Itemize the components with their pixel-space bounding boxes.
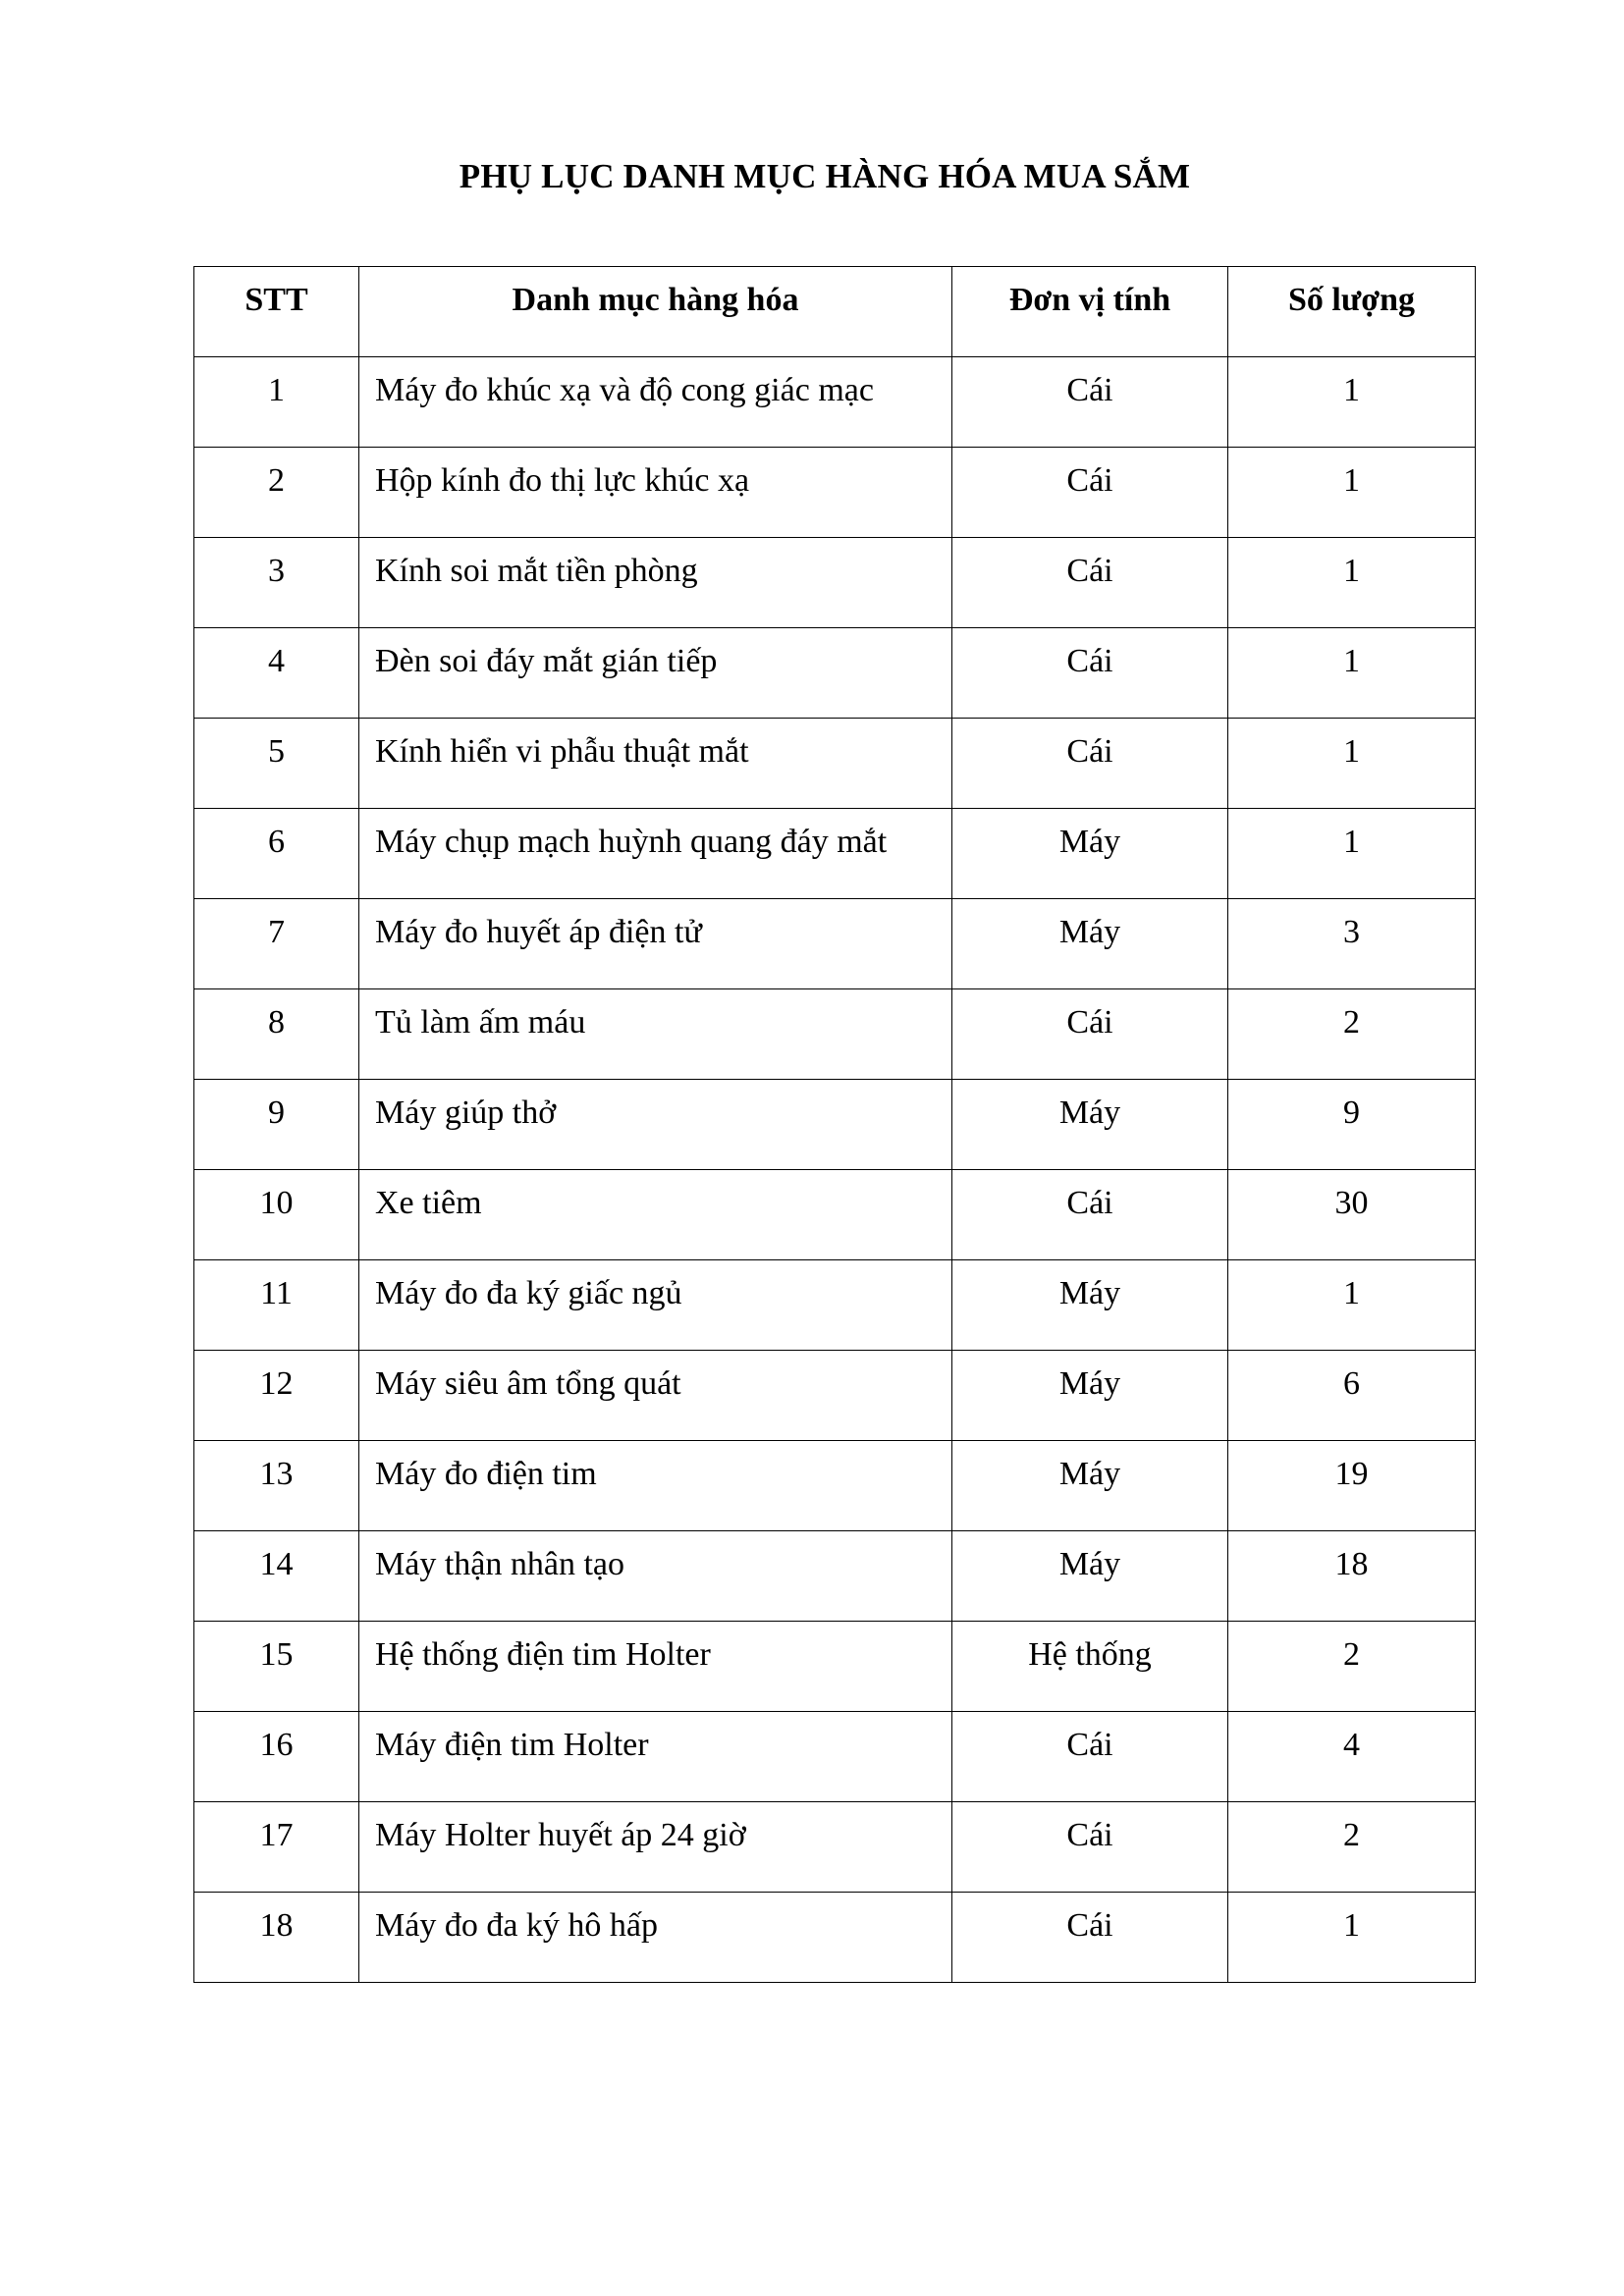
table-row <box>194 1531 1476 1622</box>
cell-stt: 13 <box>194 1441 359 1531</box>
cell-name: Kính soi mắt tiền phòng <box>359 538 952 628</box>
cell-stt: 12 <box>194 1351 359 1441</box>
table-row <box>194 1351 1476 1441</box>
cell-qty: 1 <box>1228 448 1476 538</box>
table-row <box>194 1802 1476 1893</box>
cell-qty: 19 <box>1228 1441 1476 1531</box>
page-title: PHỤ LỤC DANH MỤC HÀNG HÓA MUA SẮM <box>459 157 1191 195</box>
cell-qty: 30 <box>1228 1170 1476 1260</box>
cell-stt: 10 <box>194 1170 359 1260</box>
cell-qty: 6 <box>1228 1351 1476 1441</box>
cell-stt: 11 <box>194 1260 359 1351</box>
cell-unit: Máy <box>952 809 1228 899</box>
header-qty: Số lượng <box>1228 267 1476 357</box>
cell-qty: 1 <box>1228 1260 1476 1351</box>
table-row <box>194 1441 1476 1531</box>
cell-name: Hệ thống điện tim Holter <box>359 1622 952 1712</box>
cell-name: Đèn soi đáy mắt gián tiếp <box>359 628 952 719</box>
table-row <box>194 1260 1476 1351</box>
cell-stt: 15 <box>194 1622 359 1712</box>
cell-name: Máy siêu âm tổng quát <box>359 1351 952 1441</box>
cell-stt: 17 <box>194 1802 359 1893</box>
cell-qty: 1 <box>1228 809 1476 899</box>
cell-unit: Cái <box>952 448 1228 538</box>
cell-stt: 2 <box>194 448 359 538</box>
header-stt: STT <box>194 267 359 357</box>
table-row <box>194 989 1476 1080</box>
table-row <box>194 357 1476 448</box>
cell-name: Máy đo điện tim <box>359 1441 952 1531</box>
cell-qty: 1 <box>1228 719 1476 809</box>
cell-stt: 1 <box>194 357 359 448</box>
cell-stt: 8 <box>194 989 359 1080</box>
cell-unit: Máy <box>952 1260 1228 1351</box>
cell-unit: Cái <box>952 989 1228 1080</box>
table-row <box>194 628 1476 719</box>
cell-qty: 2 <box>1228 1802 1476 1893</box>
cell-stt: 16 <box>194 1712 359 1802</box>
cell-name: Tủ làm ấm máu <box>359 989 952 1080</box>
table-row <box>194 538 1476 628</box>
cell-name: Máy đo khúc xạ và độ cong giác mạc <box>359 357 952 448</box>
cell-stt: 9 <box>194 1080 359 1170</box>
cell-qty: 1 <box>1228 357 1476 448</box>
cell-qty: 1 <box>1228 538 1476 628</box>
cell-stt: 18 <box>194 1893 359 1983</box>
table-row <box>194 1622 1476 1712</box>
header-name: Danh mục hàng hóa <box>359 267 952 357</box>
cell-unit: Cái <box>952 719 1228 809</box>
cell-stt: 7 <box>194 899 359 989</box>
cell-unit: Máy <box>952 1080 1228 1170</box>
cell-qty: 4 <box>1228 1712 1476 1802</box>
cell-stt: 5 <box>194 719 359 809</box>
cell-unit: Cái <box>952 628 1228 719</box>
table-row <box>194 448 1476 538</box>
cell-qty: 1 <box>1228 628 1476 719</box>
cell-unit: Cái <box>952 1893 1228 1983</box>
cell-qty: 3 <box>1228 899 1476 989</box>
cell-stt: 14 <box>194 1531 359 1622</box>
table-row <box>194 719 1476 809</box>
cell-name: Hộp kính đo thị lực khúc xạ <box>359 448 952 538</box>
cell-qty: 2 <box>1228 1622 1476 1712</box>
cell-unit: Cái <box>952 538 1228 628</box>
cell-name: Máy điện tim Holter <box>359 1712 952 1802</box>
header-unit: Đơn vị tính <box>952 267 1228 357</box>
table-row <box>194 1170 1476 1260</box>
cell-name: Xe tiêm <box>359 1170 952 1260</box>
table-row <box>194 1080 1476 1170</box>
cell-unit: Máy <box>952 899 1228 989</box>
cell-qty: 1 <box>1228 1893 1476 1983</box>
cell-qty: 2 <box>1228 989 1476 1080</box>
cell-name: Máy giúp thở <box>359 1080 952 1170</box>
cell-qty: 9 <box>1228 1080 1476 1170</box>
cell-unit: Máy <box>952 1351 1228 1441</box>
cell-unit: Máy <box>952 1441 1228 1531</box>
cell-name: Máy đo đa ký hô hấp <box>359 1893 952 1983</box>
goods-table <box>193 266 1476 1983</box>
cell-name: Máy đo huyết áp điện tử <box>359 899 952 989</box>
cell-unit: Cái <box>952 1170 1228 1260</box>
cell-qty: 18 <box>1228 1531 1476 1622</box>
cell-stt: 3 <box>194 538 359 628</box>
table-header-row <box>194 267 1476 357</box>
table-row <box>194 1712 1476 1802</box>
cell-name: Kính hiển vi phẫu thuật mắt <box>359 719 952 809</box>
cell-unit: Máy <box>952 1531 1228 1622</box>
table-row <box>194 809 1476 899</box>
table-row <box>194 899 1476 989</box>
cell-stt: 6 <box>194 809 359 899</box>
cell-unit: Cái <box>952 1802 1228 1893</box>
cell-stt: 4 <box>194 628 359 719</box>
cell-name: Máy thận nhân tạo <box>359 1531 952 1622</box>
cell-unit: Cái <box>952 1712 1228 1802</box>
cell-unit: Cái <box>952 357 1228 448</box>
table-row <box>194 1893 1476 1983</box>
cell-name: Máy chụp mạch huỳnh quang đáy mắt <box>359 809 952 899</box>
cell-name: Máy đo đa ký giấc ngủ <box>359 1260 952 1351</box>
cell-name: Máy Holter huyết áp 24 giờ <box>359 1802 952 1893</box>
cell-unit: Hệ thống <box>952 1622 1228 1712</box>
